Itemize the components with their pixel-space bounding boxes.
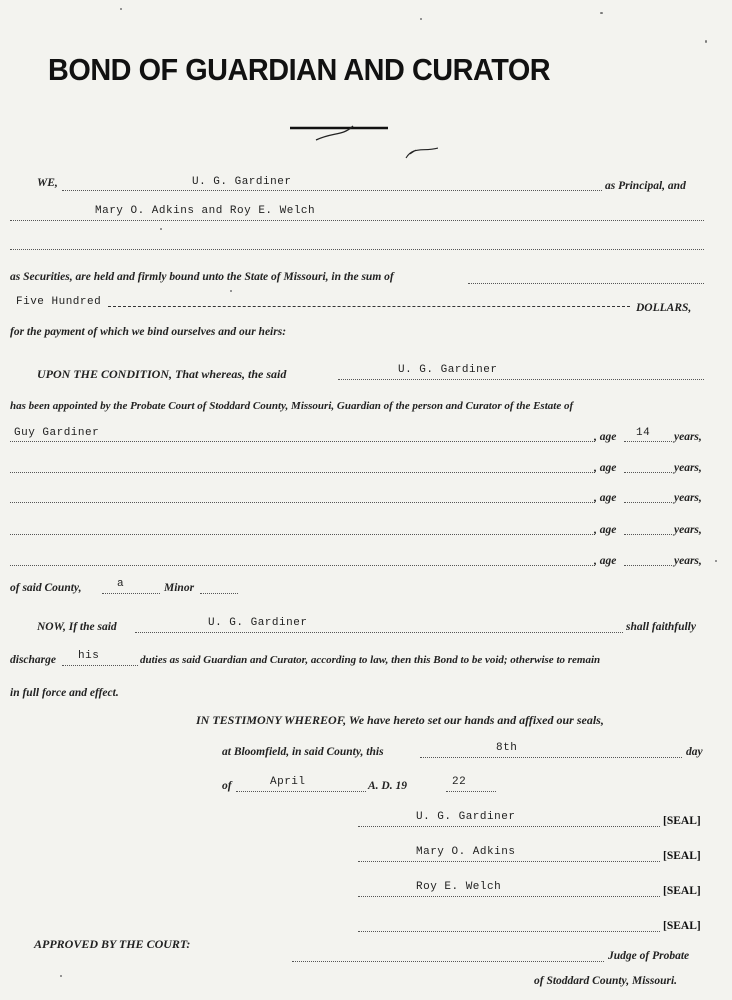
age-line <box>624 441 672 442</box>
principal-line <box>62 190 602 191</box>
month-line <box>236 791 366 792</box>
at-place: at Bloomfield, in said County, this <box>222 746 384 758</box>
pronoun: his <box>78 650 100 662</box>
day-value: 8th <box>496 742 518 754</box>
appointed-clause: has been appointed by the Probate Court of Stoddard County, Missouri, Guardian of the person and Curator of the Estate of <box>10 400 574 412</box>
ward-name-line <box>10 441 595 442</box>
condition-name: U. G. Gardiner <box>398 364 498 376</box>
age-label: , age <box>594 524 617 536</box>
year-suffix: 22 <box>452 776 467 788</box>
securities-line <box>10 220 704 221</box>
scan-speck <box>705 40 707 43</box>
minor-label: Minor <box>164 582 195 594</box>
month: April <box>270 776 306 788</box>
principal-name: U. G. Gardiner <box>192 176 292 188</box>
sum-amount: Five Hundred <box>16 296 102 308</box>
minor-trail-line <box>200 593 238 594</box>
duties-clause: duties as said Guardian and Curator, according to law, then this Bond to be void; otherwise to remain <box>140 654 601 666</box>
signature-name: Roy E. Welch <box>416 881 502 893</box>
document-title: BOND OF GUARDIAN AND CURATOR <box>48 52 551 87</box>
signature-name: Mary O. Adkins <box>416 846 516 858</box>
scan-speck <box>600 12 603 14</box>
age-label: , age <box>594 462 617 474</box>
years-label: years, <box>674 462 702 474</box>
years-label: years, <box>674 492 702 504</box>
age-line <box>624 502 672 503</box>
securities-clause: as Securities, are held and firmly bound unto the State of Missouri, in the sum of <box>10 271 394 283</box>
dollars-label: DOLLARS, <box>636 302 692 314</box>
ad-label: A. D. 19 <box>368 780 407 792</box>
signature-name: U. G. Gardiner <box>416 811 516 823</box>
seal-label: [SEAL] <box>663 850 701 862</box>
full-force: in full force and effect. <box>10 687 119 699</box>
scan-speck <box>230 290 232 292</box>
signature-line <box>358 861 660 862</box>
years-label: years, <box>674 524 702 536</box>
ward-name-line <box>10 565 595 566</box>
pronoun-line <box>62 665 138 666</box>
approved-label: APPROVED BY THE COURT: <box>34 937 191 951</box>
condition-line <box>338 379 704 380</box>
of-label: of <box>222 780 232 792</box>
ward-name: Guy Gardiner <box>14 427 100 439</box>
age-label: , age <box>594 555 617 567</box>
now-label: NOW, If the said <box>37 621 117 633</box>
day-line <box>420 757 682 758</box>
minor-count: a <box>117 578 125 590</box>
signature-line <box>358 826 660 827</box>
scan-speck <box>120 8 122 10</box>
we-label: WE, <box>37 177 58 189</box>
shall-faithfully: shall faithfully <box>626 621 696 633</box>
year-line <box>446 791 496 792</box>
scan-speck <box>420 18 422 20</box>
now-name-line <box>135 632 623 633</box>
scan-speck <box>715 560 717 562</box>
years-label: years, <box>674 431 702 443</box>
day-label: day <box>686 746 703 758</box>
ward-name-line <box>10 534 595 535</box>
county-footer: of Stoddard County, Missouri. <box>534 975 678 987</box>
age-line <box>624 565 672 566</box>
now-name: U. G. Gardiner <box>208 617 308 629</box>
ward-name-line <box>10 502 595 503</box>
ward-name-line <box>10 472 595 473</box>
age-label: , age <box>594 431 617 443</box>
sum-dashes <box>108 306 630 307</box>
scan-speck <box>60 975 62 977</box>
seal-label: [SEAL] <box>663 885 701 897</box>
title-ornament <box>288 118 438 168</box>
as-principal-label: as Principal, and <box>605 180 686 192</box>
judge-line <box>292 961 604 962</box>
signature-line <box>358 931 660 932</box>
payment-clause: for the payment of which we bind ourselves and our heirs: <box>10 326 287 338</box>
age-line <box>624 472 672 473</box>
minor-count-line <box>102 593 160 594</box>
seal-label: [SEAL] <box>663 815 701 827</box>
discharge-label: discharge <box>10 654 56 666</box>
years-label: years, <box>674 555 702 567</box>
county-label: of said County, <box>10 582 82 594</box>
testimony-clause: IN TESTIMONY WHEREOF, We have hereto set our hands and affixed our seals, <box>196 713 604 727</box>
blank-line <box>10 249 704 250</box>
seal-label: [SEAL] <box>663 920 701 932</box>
scan-speck <box>160 228 162 230</box>
securities-names: Mary O. Adkins and Roy E. Welch <box>95 205 316 217</box>
sum-line-top <box>468 283 704 284</box>
condition-label: UPON THE CONDITION, That whereas, the said <box>37 367 287 381</box>
judge-label: Judge of Probate <box>608 950 690 962</box>
ward-age: 14 <box>636 427 651 439</box>
signature-line <box>358 896 660 897</box>
age-label: , age <box>594 492 617 504</box>
age-line <box>624 534 672 535</box>
